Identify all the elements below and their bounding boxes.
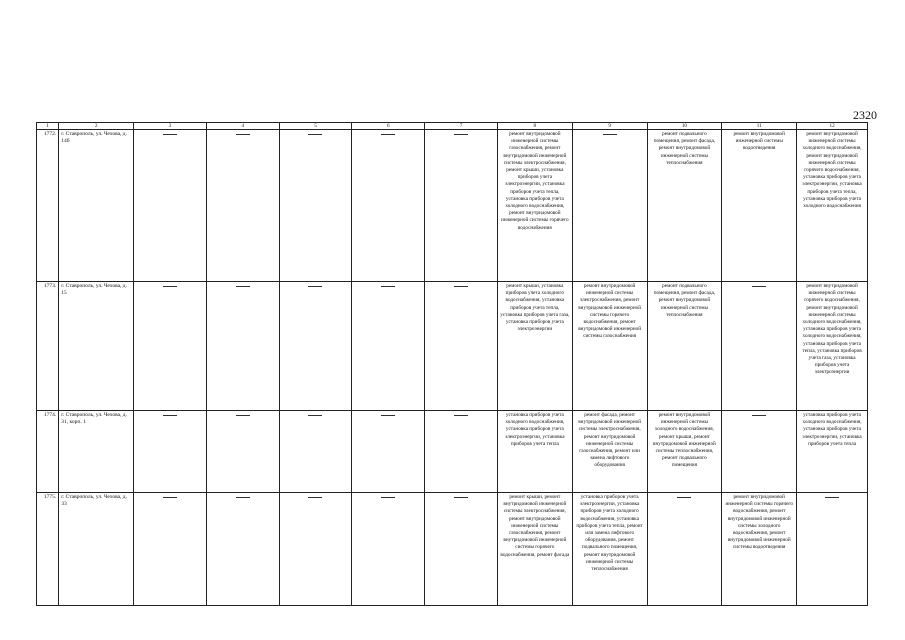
address-cell: г. Ставрополь, ул. Чехова, д. 31, корп. 1 <box>59 411 134 493</box>
column-header: 5 <box>279 123 352 130</box>
column-number-row <box>37 123 868 130</box>
dash-mark <box>381 286 395 287</box>
column-header: 8 <box>497 123 572 130</box>
row-number: 1775. <box>37 493 59 606</box>
dash-mark <box>752 415 766 416</box>
empty-cell <box>647 493 722 606</box>
dash-mark <box>236 415 250 416</box>
dash-mark <box>163 415 177 416</box>
dash-mark <box>308 134 322 135</box>
column-header: 6 <box>352 123 425 130</box>
column-header: 1 <box>37 123 59 130</box>
empty-cell <box>352 130 425 282</box>
empty-cell <box>206 130 279 282</box>
dash-mark <box>677 497 691 498</box>
column-header: 11 <box>722 123 797 130</box>
dash-mark <box>308 286 322 287</box>
address-cell: г. Ставрополь, ул. Чехова, д. 33 <box>59 493 134 606</box>
empty-cell <box>279 493 352 606</box>
empty-cell <box>206 493 279 606</box>
dash-mark <box>752 286 766 287</box>
column-header: 4 <box>206 123 279 130</box>
row-number: 1773. <box>37 282 59 411</box>
dash-mark <box>163 286 177 287</box>
table-row <box>37 411 868 493</box>
dash-mark <box>163 497 177 498</box>
dash-mark <box>236 134 250 135</box>
dash-mark <box>163 134 177 135</box>
work-cell: ремонт фасада, ремонт внутридомовой инженерной системы электроснабжения, ремонт внутридомовой инженерной системы газоснабжения, ремонт или замена лифтового оборудования <box>572 411 647 493</box>
empty-cell <box>206 282 279 411</box>
empty-cell <box>134 282 207 411</box>
work-cell: установка приборов учета электроэнергии, установка приборов учета холодного водоснабжения, установка приборов учета тепла, ремонт или замена лифтового оборудования, ремонт подвального помещения, ремонт внутридомовой инженерной системы теплоснабжения <box>572 493 647 606</box>
empty-cell <box>425 130 498 282</box>
empty-cell <box>134 493 207 606</box>
dash-mark <box>381 497 395 498</box>
work-cell: ремонт внутридомовой инженерной системы горячего водоснабжения, ремонт внутридомовой инженерной системы холодного водоснабжения, ремонт внутридомовой инженерной системы водоотведения <box>722 493 797 606</box>
dash-mark <box>825 497 839 498</box>
work-cell: ремонт внутридомовой инженерной системы электроснабжения, ремонт внутридомовой инженерной системы горячего водоснабжения, ремонт внутридомовой инженерной системы газоснабжения <box>572 282 647 411</box>
column-header: 9 <box>572 123 647 130</box>
row-number: 1772. <box>37 130 59 282</box>
row-number: 1774. <box>37 411 59 493</box>
work-cell: ремонт внутридомовой инженерной системы газоснабжения, ремонт внутридомовой инженерной системы электроснабжения, ремонт крыши, установка приборов учета электроэнергии, установка приборов учета тепла, установка приборов учета холодного водоснабжения, ремонт внутридомовой инженерной системы горячего водоснабжения <box>497 130 572 282</box>
table-row <box>37 130 868 282</box>
work-cell: установка приборов учета холодного водоснабжения, установка приборов учета электроэнергии, установка приборов учета тепла <box>497 411 572 493</box>
empty-cell <box>134 411 207 493</box>
empty-cell <box>425 282 498 411</box>
empty-cell <box>279 411 352 493</box>
table-row <box>37 493 868 606</box>
dash-mark <box>308 497 322 498</box>
dash-mark <box>454 286 468 287</box>
empty-cell <box>352 493 425 606</box>
work-cell: ремонт внутридомовой инженерной системы водоотведения <box>722 130 797 282</box>
column-header: 7 <box>425 123 498 130</box>
column-header: 2 <box>59 123 134 130</box>
empty-cell <box>425 411 498 493</box>
empty-cell <box>352 411 425 493</box>
dash-mark <box>236 286 250 287</box>
repair-schedule-table <box>36 122 868 606</box>
dash-mark <box>381 134 395 135</box>
empty-cell <box>425 493 498 606</box>
dash-mark <box>454 497 468 498</box>
empty-cell <box>134 130 207 282</box>
empty-cell <box>572 130 647 282</box>
address-cell: г. Ставрополь, ул. Чехова, д. 15 <box>59 282 134 411</box>
work-cell: ремонт крыши, ремонт внутридомовой инженерной системы электроснабжения, ремонт внутридомовой инженерной системы газоснабжения, ремонт внутридомовой инженерной системы горячего водоснабжения, ремонт фасада <box>497 493 572 606</box>
column-header: 12 <box>797 123 868 130</box>
table-row <box>37 282 868 411</box>
empty-cell <box>206 411 279 493</box>
dash-mark <box>454 134 468 135</box>
page-number: 2320 <box>853 108 877 122</box>
work-cell: ремонт подвального помещения, ремонт фасада, ремонт внутридомовой инженерной системы теплоснабжения <box>647 130 722 282</box>
dash-mark <box>308 415 322 416</box>
address-cell: г. Ставрополь, ул. Чехова, д. 14б <box>59 130 134 282</box>
work-cell: ремонт подвального помещения, ремонт фасада, ремонт внутридомовой инженерной системы теплоснабжения <box>647 282 722 411</box>
empty-cell <box>722 282 797 411</box>
dash-mark <box>236 497 250 498</box>
column-header: 3 <box>134 123 207 130</box>
dash-mark <box>381 415 395 416</box>
work-cell: ремонт внутридомовой инженерной системы холодного водоснабжения, ремонт крыши, ремонт внутридомовой инженерной системы теплоснабжения, ремонт подвального помещения <box>647 411 722 493</box>
dash-mark <box>603 134 617 135</box>
column-header: 10 <box>647 123 722 130</box>
work-cell: установка приборов учета холодного водоснабжения, установка приборов учета электроэнергии, установка приборов учета тепла <box>797 411 868 493</box>
work-cell: ремонт внутридомовой инженерной системы горячего водоснабжения, ремонт внутридомовой инженерной системы холодного водоснабжения, установка приборов учета холодного водоснабжения, установка приборов учета тепла, установка приборов учета газа, установка приборов учета электроэнергии <box>797 282 868 411</box>
empty-cell <box>722 411 797 493</box>
work-cell: ремонт крыши, установка приборов учета холодного водоснабжения, установка приборов учета тепла, установка приборов учета газа, установка приборов учета электроэнергии <box>497 282 572 411</box>
empty-cell <box>279 130 352 282</box>
dash-mark <box>454 415 468 416</box>
empty-cell <box>797 493 868 606</box>
empty-cell <box>352 282 425 411</box>
empty-cell <box>279 282 352 411</box>
work-cell: ремонт внутридомовой инженерной системы холодного водоснабжения, ремонт внутридомовой инженерной системы горячего водоснабжения, установка приборов учета электроэнергии, установка приборов учета тепла, установка приборов учета холодного водоснабжения <box>797 130 868 282</box>
